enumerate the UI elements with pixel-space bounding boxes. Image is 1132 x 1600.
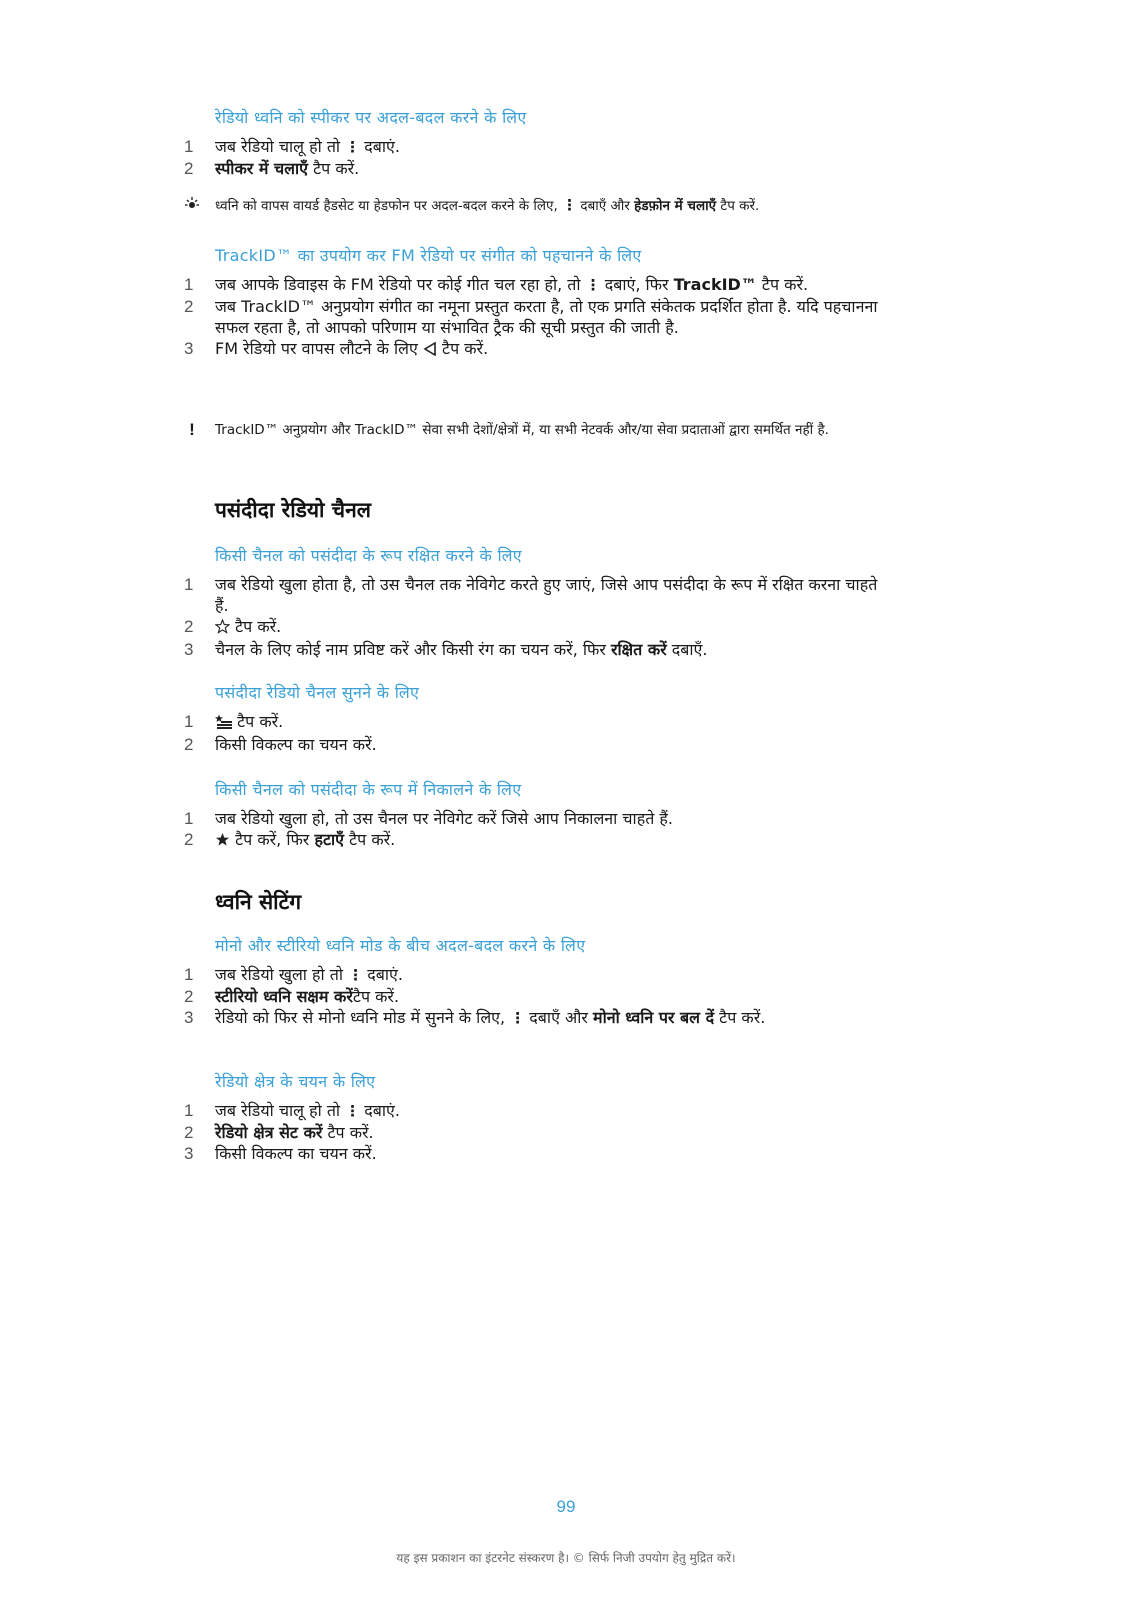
step-item: [0, 964, 1132, 986]
step-text: दबाएं.: [359, 137, 400, 156]
warning-text: TrackID™ अनुप्रयोग और TrackID™ सेवा सभी देशों/क्षेत्रों में, या सभी नेटवर्क और/या सेवा प्रदाताओं द्वारा समर्थित नहीं है.: [215, 422, 829, 438]
step-item: [0, 711, 1132, 734]
section-heading-mono-stereo: मोनो और स्टीरियो ध्वनि मोड के बीच अदल-बदल करने के लिए: [215, 936, 586, 955]
star-outline-icon: [215, 618, 230, 639]
star-filled-icon: [215, 831, 230, 852]
step-text: टैप करें.: [714, 1008, 766, 1027]
step-text: जब TrackID™ अनुप्रयोग संगीत का नमूना प्रस्तुत करता है, तो एक प्रगति संकेतक प्रदर्शित होता है. यदि पहचानना सफल रहता है, तो आपको परिणाम या संभावित ट्रैक की सूची प्रस्तुत की जाती है.: [215, 297, 878, 337]
page-footer: यह इस प्रकाशन का इंटरनेट संस्करण है। © सिर्फ निजी उपयोग हेतु मुद्रित करें।: [396, 1551, 736, 1565]
section-heading-save-favorite: किसी चैनल को पसंदीदा के रूप रक्षित करने के लिए: [215, 546, 522, 565]
section-heading-trackid: TrackID™ का उपयोग कर FM रेडियो पर संगीत को पहचानने के लिए: [215, 246, 642, 265]
step-text: दबाएं.: [362, 965, 403, 984]
ui-label-play-in-speaker: स्पीकर में चलाएँ: [215, 159, 308, 178]
step-item: [0, 1007, 1132, 1029]
step-number: 1: [184, 137, 194, 156]
step-text: चैनल के लिए कोई नाम प्रविष्ट करें और किसी रंग का चयन करें, फिर: [215, 640, 611, 659]
section-heading-region: रेडियो क्षेत्र के चयन के लिए: [215, 1072, 376, 1091]
step-text: जब रेडियो खुला होता है, तो उस चैनल तक नेविगेट करते हुए जाएं, जिसे आप पसंदीदा के रूप में रक्षित करना चाहते हैं.: [215, 575, 878, 615]
step-number: 2: [184, 159, 194, 178]
step-text: टैप करें.: [322, 1123, 374, 1142]
step-text: दबाएं, फिर: [599, 275, 674, 294]
ui-label-trackid: TrackID™: [673, 275, 757, 294]
section-heading-speaker: रेडियो ध्वनि को स्पीकर पर अदल-बदल करने के लिए: [215, 108, 527, 127]
back-arrow-icon: [423, 340, 437, 361]
step-number: 3: [184, 339, 194, 358]
step-item: [0, 296, 1132, 338]
favorites-list-icon: [215, 713, 232, 734]
ui-label-force-mono: मोनो ध्वनि पर बल दें: [593, 1008, 715, 1027]
tip-text: टैप करें.: [716, 198, 760, 214]
step-text: टैप करें.: [308, 159, 360, 178]
step-text: टैप करें.: [436, 339, 489, 358]
step-number: 2: [184, 1123, 194, 1142]
step-text: किसी विकल्प का चयन करें.: [215, 1144, 377, 1163]
step-text: दबाएँ और: [524, 1008, 593, 1027]
step-text: FM रेडियो पर वापस लौटने के लिए: [215, 339, 423, 358]
step-text: जब आपके डिवाइस के FM रेडियो पर कोई गीत चल रहा हो, तो: [215, 275, 586, 294]
menu-dots-icon: ⋮: [562, 196, 577, 214]
step-number: 1: [184, 965, 194, 984]
section-heading-remove-favorite: किसी चैनल को पसंदीदा के रूप में निकालने के लिए: [215, 780, 522, 799]
step-text: जब रेडियो खुला हो तो: [215, 965, 349, 984]
section-heading-listen-favorites: पसंदीदा रेडियो चैनल सुनने के लिए: [215, 683, 420, 702]
step-text: दबाएं.: [359, 1101, 400, 1120]
ui-label-play-in-headphones: हेडफ़ोन में चलाएँ: [634, 198, 717, 214]
step-text: टैप करें.: [232, 712, 284, 731]
step-list-remove-favorite: [0, 808, 1132, 852]
step-item: [0, 158, 1132, 179]
step-list-trackid: [0, 274, 1132, 361]
ui-label-save: रक्षित करें: [610, 640, 667, 659]
lightbulb-tip-icon: [184, 196, 200, 217]
step-number: 3: [184, 1144, 194, 1163]
step-item: [0, 338, 1132, 361]
menu-dots-icon: ⋮: [348, 966, 363, 984]
tip-text: दबाएँ और: [576, 198, 635, 214]
step-number: 1: [184, 1101, 194, 1120]
warning-note: [0, 421, 1132, 439]
step-item: [0, 808, 1132, 829]
page-number: 99: [556, 1497, 576, 1516]
step-item: [0, 616, 1132, 639]
step-text: टैप करें.: [352, 987, 400, 1006]
step-item: [0, 574, 1132, 616]
step-text: दबाएँ.: [666, 640, 708, 659]
tip-note: [0, 196, 1132, 215]
step-text: जब रेडियो चालू हो तो: [215, 137, 346, 156]
step-number: 2: [184, 297, 194, 316]
step-text: टैप करें.: [344, 830, 396, 849]
step-number: 1: [184, 575, 194, 594]
menu-dots-icon: ⋮: [345, 138, 360, 156]
section-title-sound-settings: ध्वनि सेटिंग: [215, 890, 302, 914]
step-number: 2: [184, 735, 194, 754]
exclamation-icon: !: [189, 420, 195, 439]
step-text: रेडियो को फिर से मोनो ध्वनि मोड में सुनने के लिए,: [215, 1008, 511, 1027]
step-number: 1: [184, 712, 194, 731]
step-number: 3: [184, 1008, 194, 1027]
step-item: [0, 1122, 1132, 1143]
step-text: टैप करें.: [756, 275, 809, 294]
tip-text: ध्वनि को वापस वायर्ड हैडसेट या हेडफोन पर अदल-बदल करने के लिए,: [215, 198, 563, 214]
step-text: जब रेडियो खुला हो, तो उस चैनल पर नेविगेट करें जिसे आप निकालना चाहते हैं.: [215, 809, 673, 828]
step-number: 1: [184, 809, 194, 828]
step-list-save-favorite: [0, 574, 1132, 660]
step-item: [0, 1143, 1132, 1164]
step-number: 2: [184, 987, 194, 1006]
step-item: [0, 734, 1132, 755]
step-number: 3: [184, 640, 194, 659]
step-text: जब रेडियो चालू हो तो: [215, 1101, 346, 1120]
step-list-region: [0, 1100, 1132, 1164]
menu-dots-icon: ⋮: [345, 1102, 360, 1120]
ui-label-set-region: रेडियो क्षेत्र सेट करें: [215, 1123, 323, 1142]
step-item: [0, 1100, 1132, 1122]
step-number: 1: [184, 275, 194, 294]
step-item: [0, 274, 1132, 296]
ui-label-delete: हटाएँ: [314, 830, 345, 849]
step-list-speaker: [0, 136, 1132, 179]
step-number: 2: [184, 617, 194, 636]
step-text: किसी विकल्प का चयन करें.: [215, 735, 377, 754]
step-text: टैप करें.: [230, 617, 282, 636]
menu-dots-icon: ⋮: [585, 276, 600, 294]
step-item: [0, 639, 1132, 660]
step-text: टैप करें, फिर: [230, 830, 315, 849]
step-list-listen-favorites: [0, 711, 1132, 755]
step-item: [0, 986, 1132, 1007]
step-list-mono-stereo: [0, 964, 1132, 1029]
step-item: [0, 136, 1132, 158]
step-item: [0, 829, 1132, 852]
menu-dots-icon: ⋮: [510, 1009, 525, 1027]
ui-label-enable-stereo: स्टीरियो ध्वनि सक्षम करें: [215, 987, 353, 1006]
section-title-favorites: पसंदीदा रेडियो चैनल: [215, 498, 372, 522]
step-number: 2: [184, 830, 194, 849]
